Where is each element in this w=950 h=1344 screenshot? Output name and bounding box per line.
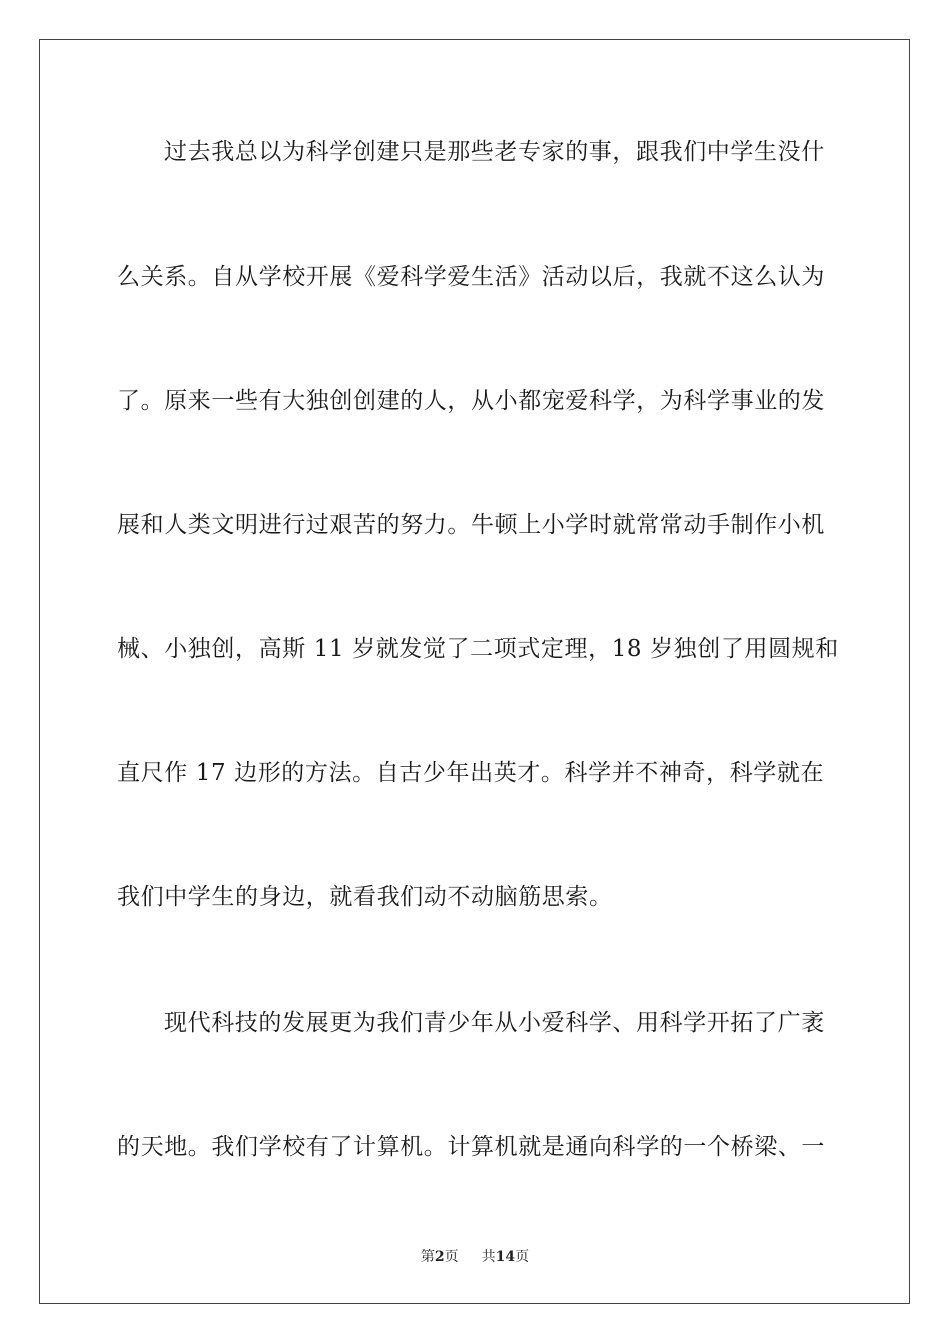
paragraph-1-line-1: 过去我总以为科学创建只是那些老专家的事，跟我们中学生没什 xyxy=(164,139,825,165)
paragraph-1-line-2: 么关系。自从学校开展《爱科学爱生活》活动以后，我就不这么认为 xyxy=(117,264,825,290)
page-footer xyxy=(0,1248,950,1266)
paragraph-1-line-3: 了。原来一些有大独创创建的人，从小都宠爱科学，为科学事业的发 xyxy=(117,388,825,414)
paragraph-2-line-2: 的天地。我们学校有了计算机。计算机就是通向科学的一个桥梁、一 xyxy=(117,1134,825,1160)
paragraph-1-line-7: 我们中学生的身边，就看我们动不动脑筋思索。 xyxy=(117,884,613,910)
paragraph-1-line-4: 展和人类文明进行过艰苦的努力。牛顿上小学时就常常动手制作小机 xyxy=(117,512,825,538)
paragraph-1-line-5: 械、小独创，高斯 11 岁就发觉了二项式定理，18 岁独创了用圆规和 xyxy=(117,636,839,662)
total-suffix: 页 xyxy=(515,1249,530,1265)
paragraph-2-line-1: 现代科技的发展更为我们青少年从小爱科学、用科学开拓了广袤 xyxy=(164,1010,825,1036)
page-prefix: 第 xyxy=(420,1249,435,1265)
total-pages: 14 xyxy=(495,1249,516,1265)
page-number: 2 xyxy=(434,1249,445,1265)
page-border xyxy=(39,39,910,1304)
page-suffix: 页 xyxy=(444,1249,459,1265)
paragraph-1-line-6: 直尺作 17 边形的方法。自古少年出英才。科学并不神奇，科学就在 xyxy=(117,760,825,786)
total-prefix: 共 xyxy=(481,1249,496,1265)
